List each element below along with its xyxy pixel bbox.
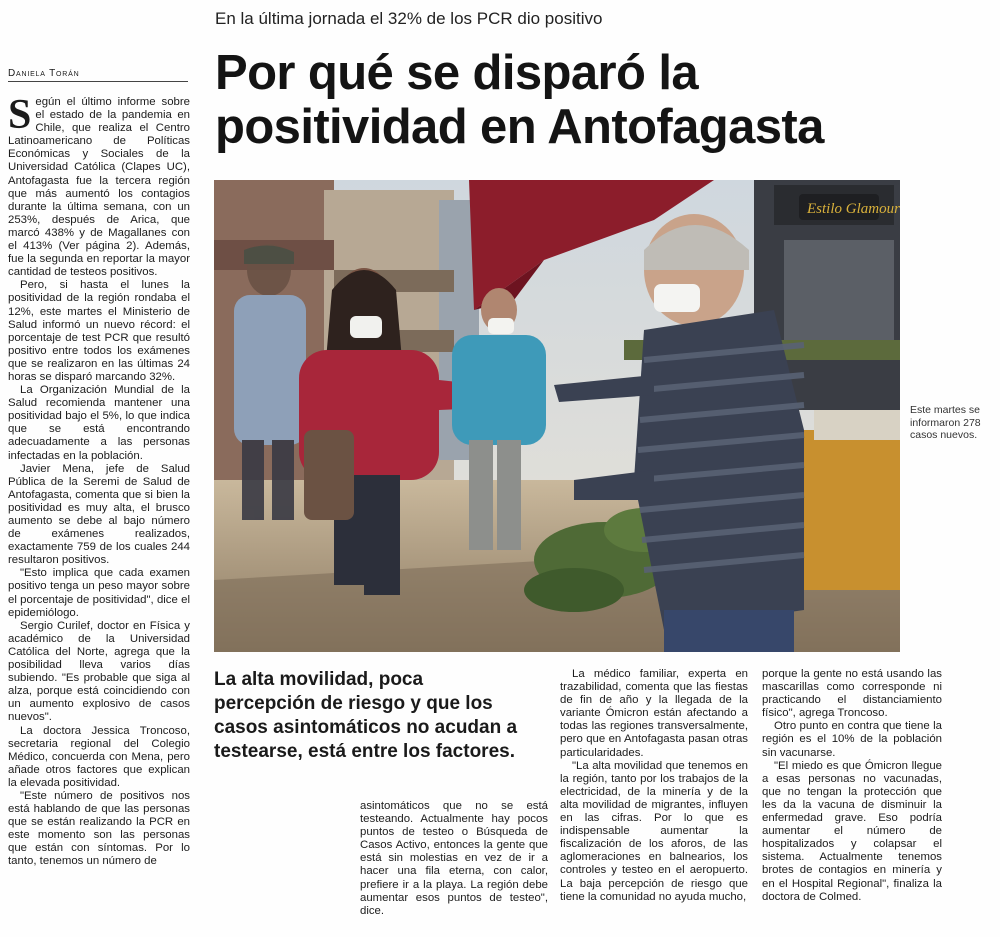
news-photo — [214, 180, 900, 652]
paragraph: "Este número de positivos nos está hablando de que las personas que se están realizando la PCR en este momento son las personas que están con síntomas. Por lo tanto, tenemos un número de — [8, 789, 190, 868]
paragraph: La médico familiar, experta en trazabilidad, comenta que las fiestas de fin de año y la llegada de la variante Ómicron están afectando a todas las regiones transversalmente, pero que en Antofagasta pasan otras particularidades. — [560, 668, 748, 759]
pull-quote: La alta movilidad, poca percepción de riesgo y que los casos asintomáticos no acudan a testearse, está entre los factores. — [214, 669, 518, 762]
street-scene-illustration — [214, 180, 900, 652]
paragraph: Javier Mena, jefe de Salud Pública de la Seremi de Salud de Antofagasta, comenta que si bien la positividad es muy alta, el brusco aumento se debe al bajo número de exámenes realizados, exactamente 759 de los cuales 244 resultaron positivos. — [8, 462, 190, 567]
column-4 — [762, 668, 942, 904]
paragraph: Pero, si hasta el lunes la positividad de la región rondaba el 12%, este martes el Ministerio de Salud informó un nuevo récord: el porcentaje de test PCR que resultó positivo entre todos los exámenes que se realizaron en las últimas 24 horas se disparó marcando 32%. — [8, 279, 190, 383]
headline: Por qué se disparó la positividad en Antofagasta — [215, 46, 824, 154]
paragraph-lead — [8, 92, 190, 279]
column-1 — [8, 92, 190, 869]
paragraph: "El miedo es que Ómicron llegue a esas personas no vacunadas, que no tengan la protección que les da la vacuna de disminuir la enfermedad grave. Eso podría aumentar el número de hospitalizados y colapsar el sistema. Actualmente tenemos brotes de contagios en minería y en el Hospital Regional", finaliza la doctora de Colmed. — [762, 759, 942, 903]
paragraph: "La alta movilidad que tenemos en la región, tanto por los trabajos de la electricidad, de la minería y de la alta movilidad de migrantes, influyen en las cifras. Por lo que es indispensable aumentar la fiscalización de los aforos, de las aglomeraciones en balnearios, los controles y testeo en el aeropuerto. La baja percepción de riesgo que tiene la comunidad no ayuda mucho, — [560, 759, 748, 903]
lead-text: egún el último informe sobre el estado de la pandemia en Chile, que realiza el Centro Latinoamericano de Políticas Económicas y Sociales de la Universidad Católica (Clapes UC), Antofagasta fue la tercera región que más aumentó los contagios durante la última semana, con un 253%, después de Arica, que marcó 438% y de Magallanes con el 413% (Ver página 2). Además, fue la segunda en reportar la mayor cantidad de testeos positivos. — [8, 96, 190, 279]
kicker: En la última jornada el 32% de los PCR dio positivo — [215, 9, 603, 28]
shop-sign-text: Estilo Glamour — [807, 201, 900, 217]
paragraph: asintomáticos que no se está testeando. Actualmente hay pocos puntos de testeo o Búsqueda de Casos Activo, entonces la gente que está sin molestias en vez de ir a hacer una fila eterna, con calor, prefiere ir a la playa. La región debe aumentar esos puntos de testeo", dice. — [360, 800, 548, 917]
paragraph: La doctora Jessica Troncoso, secretaria regional del Colegio Médico, concuerda con Mena, pero añade otros factores que explican la elevada positividad. — [8, 724, 190, 789]
paragraph: Otro punto en contra que tiene la región es el 10% de la población sin vacunarse. — [762, 720, 942, 759]
column-2 — [360, 800, 548, 918]
paragraph: Sergio Curilef, doctor en Física y académico de la Universidad Católica del Norte, agrega que la posibilidad lleva varios días subiendo. "Es probable que siga al alza, porque está coincidiendo con un aumento explosivo de casos nuevos". — [8, 619, 190, 724]
paragraph: porque la gente no está usando las mascarillas como corresponde ni practicando el distanciamiento físico", agrega Troncoso. — [762, 668, 942, 720]
paragraph: "Esto implica que cada examen positivo tenga un peso mayor sobre el porcentaje de positividad", dice el epidemiólogo. — [8, 567, 190, 619]
photo-caption: Este martes se informaron 278 casos nuevos. — [910, 404, 981, 441]
column-3 — [560, 668, 748, 904]
byline: Daniela Torán — [8, 68, 188, 82]
paragraph: La Organización Mundial de la Salud recomienda mantener una positividad bajo el 5%, lo que indica que se está encontrando adecuadamente a las personas infectadas en la población. — [8, 384, 190, 462]
dropcap: S — [8, 92, 32, 138]
